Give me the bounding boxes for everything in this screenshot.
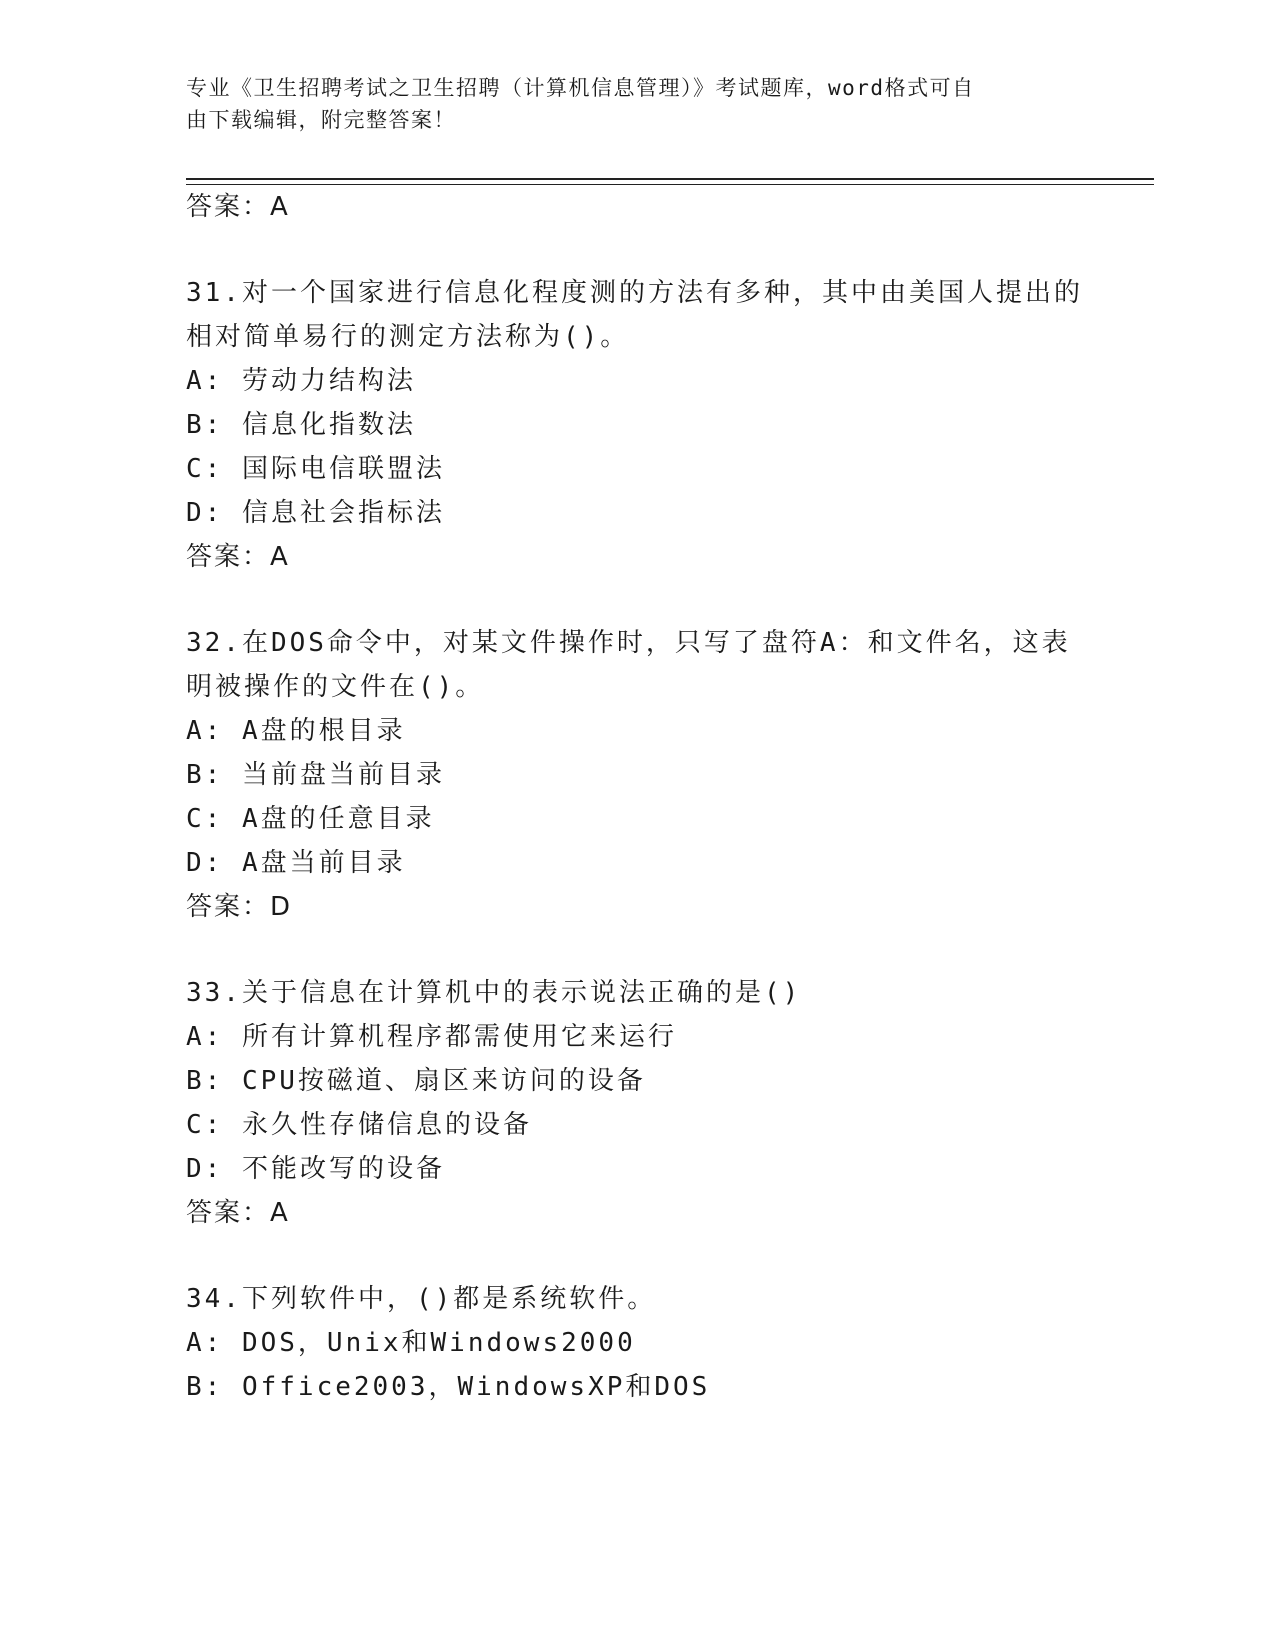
question-32-option-d: D: A盘当前目录: [186, 848, 406, 878]
question-33-option-c: C: 永久性存储信息的设备: [186, 1110, 532, 1140]
header-title-line-2: 由下载编辑，附完整答案！: [186, 108, 456, 132]
question-31-option-a: A: 劳动力结构法: [186, 366, 416, 396]
question-33-option-d: D: 不能改写的设备: [186, 1154, 445, 1184]
question-32-stem-line-1: 32.在DOS命令中，对某文件操作时，只写了盘符A：和文件名，这表: [186, 628, 1071, 658]
question-32-answer: 答案：D: [186, 892, 293, 922]
question-33-stem-line-1: 33.关于信息在计算机中的表示说法正确的是(): [186, 978, 802, 1008]
question-34-option-a: A: DOS，Unix和Windows2000: [186, 1328, 636, 1358]
question-31-option-d: D: 信息社会指标法: [186, 498, 445, 528]
question-31-stem-line-1: 31.对一个国家进行信息化程度测的方法有多种，其中由美国人提出的: [186, 278, 1083, 308]
question-31-answer: 答案：A: [186, 542, 290, 572]
question-31-option-c: C: 国际电信联盟法: [186, 454, 445, 484]
question-32-option-a: A: A盘的根目录: [186, 716, 406, 746]
previous-answer: 答案：A: [186, 192, 290, 222]
question-31-option-b: B: 信息化指数法: [186, 410, 416, 440]
question-33-option-a: A: 所有计算机程序都需使用它来运行: [186, 1022, 677, 1052]
header-divider-thin: [186, 184, 1154, 185]
question-32-option-c: C: A盘的任意目录: [186, 804, 435, 834]
question-32-stem-line-2: 明被操作的文件在()。: [186, 672, 485, 702]
header-divider-thick: [186, 178, 1154, 180]
question-33-answer: 答案：A: [186, 1198, 290, 1228]
question-34-stem-line-1: 34.下列软件中，()都是系统软件。: [186, 1284, 657, 1314]
question-33-option-b: B: CPU按磁道、扇区来访问的设备: [186, 1066, 646, 1096]
header-title-line-1: 专业《卫生招聘考试之卫生招聘（计算机信息管理）》考试题库，word格式可自: [186, 76, 975, 100]
document-header: [186, 72, 1066, 136]
question-32-option-b: B: 当前盘当前目录: [186, 760, 445, 790]
question-34-option-b: B: Office2003，WindowsXP和DOS: [186, 1372, 711, 1402]
question-31-stem-line-2: 相对简单易行的测定方法称为()。: [186, 322, 630, 352]
